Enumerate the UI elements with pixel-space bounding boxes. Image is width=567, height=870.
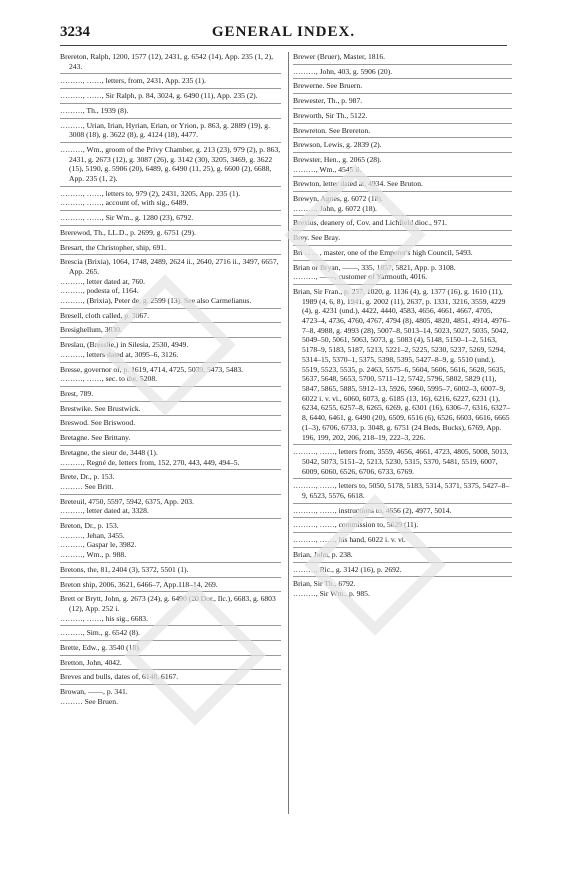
index-entry: ………, Sir Wm., p. 985. — [293, 588, 370, 598]
index-entry: Brewester, Th., p. 987. — [293, 93, 512, 106]
index-entry: ………, Ric., g. 3142 (16), p. 2692. — [293, 562, 512, 575]
index-entry: Brewerne. See Bruern. — [293, 78, 512, 91]
index-entry: ………, ……, his hand, 6022 i. v. vi. — [293, 532, 512, 545]
index-entry: ………, John, g. 6072 (18). — [293, 203, 377, 213]
index-entry: Brian or Bryan, ——, 335, 1857, 5821, App. p. 3108. — [293, 260, 512, 273]
index-entry: Breswod. See Briswood. — [60, 415, 281, 428]
index-entry: ………, Wm., groom of the Privy Chamber, g. 213 (23), 979 (2), p. 863, 2431, g. 2673 (12), g. 3087 (26), g. 3142 (30), 3205, 3469, g. 3622 (15), 5190, g. 5906 (20), 6489, g. 6490 (11, 25), g. 6600 (2), 6688, App. 235 (1, 2). — [60, 142, 281, 184]
index-entry: Brewreton. See Brereton. — [293, 123, 512, 136]
index-entry: Bresighellum, 3030. — [60, 322, 281, 335]
index-entry: ………, ——, customer of Yarmouth, 4016. — [293, 272, 428, 282]
index-entry: Bretagne. See Brittany. — [60, 430, 281, 443]
index-entry: ………, ……, letters, from, 2431, App. 235 (1). — [60, 73, 281, 86]
index-entry: Breves and bulls, dates of, 6148, 6167. — [60, 669, 281, 682]
index-entry: Brexius, deanery of, Cov. and Lichfield dioc., 971. — [293, 215, 512, 228]
index-entry: Bresart, the Christopher, ship, 691. — [60, 240, 281, 253]
index-entry: ………, Th., 1939 (8). — [60, 103, 281, 116]
index-entry: ………, letters dated at, 3095–6, 3126. — [60, 349, 179, 359]
index-entry: Bri . . . . , master, one of the Emperor's high Council, 5493. — [293, 245, 512, 258]
index-entry: ………, Gaspar le, 3982. — [60, 540, 137, 550]
index-entry: ………, (Brixia), Peter de, g. 2599 (13). See also Carmelianus. — [60, 296, 252, 306]
index-entry: ………, ……, Sir Ralph, p. 84, 3024, g. 6490 (11), App. 235 (2). — [60, 88, 281, 101]
index-entry: Brewster, Hen., g. 2065 (28). — [293, 152, 512, 165]
index-entry: ………, ……, sec. to the, 5208. — [60, 374, 158, 384]
index-entry: Bresell, cloth called, p. 3067. — [60, 308, 281, 321]
index-entry: ………, John, 403, g. 5906 (20). — [293, 64, 512, 77]
index-entry: ………, Sim., g. 6542 (8). — [60, 625, 281, 638]
column-divider — [288, 52, 289, 814]
index-entry: Brian, John, p. 238. — [293, 547, 512, 560]
index-entry: ………, ……, commission to, 5629 (11). — [293, 517, 512, 530]
page-title: GENERAL INDEX. — [211, 24, 356, 40]
page-header — [60, 24, 507, 44]
index-entry: Breton ship, 2006, 3621, 6466–7, App.118–14, 269. — [60, 577, 281, 590]
index-entry: ………, Wm., p. 988. — [60, 550, 127, 560]
index-entry: ………, ……, Sir Wm., g. 1280 (23), 6792. — [60, 210, 281, 223]
index-entry: Brett or Brytt, John, g. 2673 (24), g. 6490 (20 Dor., Ilc.), 6683, g. 6803 (12), App. 252 i. — [60, 591, 281, 613]
index-entry: Bretagne, the sieur de, 3448 (1). — [60, 445, 281, 458]
page-number: 3234 — [60, 24, 90, 40]
index-entry: ………, Urian, Irian, Hyrian, Erian, or Yrion, p. 863, g. 2889 (19), g. 3008 (18), g. 3622 (8), g. 4124 (18), 4477. — [60, 118, 281, 140]
index-entry: Brian, Sir Th., 6792. — [293, 576, 512, 589]
index-entry: ………, ……, instructions to, 4656 (2), 4977, 5014. — [293, 503, 512, 516]
index-entry: Bretons, the, 81, 2404 (3), 5372, 5501 (1). — [60, 562, 281, 575]
index-entry: ………, Regné de, letters from, 152, 270, 443, 449, 494–5. — [60, 457, 240, 467]
index-entry: Brette, Edw., g. 3540 (18). — [60, 640, 281, 653]
index-entry: ………, Jehan, 3455. — [60, 530, 125, 540]
index-entry: Brey. See Bray. — [293, 230, 512, 243]
index-entry: Brescia (Brixia), 1064, 1748, 2489, 2624 ii., 2640, 2716 ii., 3497, 6657, App. 265. — [60, 254, 281, 276]
index-entry: ………, ……, letters to, 979 (2), 2431, 3205, App. 235 (1). — [60, 186, 281, 199]
index-entry: ……… See Britt. — [60, 481, 114, 491]
index-entry: Brest, 789. — [60, 386, 281, 399]
index-entry: ………, letter dated at, 3328. — [60, 506, 149, 516]
index-entry: ………, ……, account of, with sig., 6489. — [60, 198, 189, 208]
header-rule — [60, 45, 507, 46]
index-entry: Breton, Dr., p. 153. — [60, 518, 281, 531]
index-entry: ………, ……, his sig., 6683. — [60, 613, 148, 623]
index-entry: Browan, ——, p. 341. — [60, 684, 281, 697]
index-entry: Breteuil, 4750, 5597, 5942, 6375, App. 203. — [60, 494, 281, 507]
index-entry: ………, podesta of, 1164. — [60, 286, 139, 296]
index-entry: Brerewod, Th., LL.D., p. 2699, g. 6751 (29). — [60, 225, 281, 238]
index-entry: Brewer (Bruer), Master, 1816. — [293, 52, 386, 61]
index-entry: Brewton, letter dated at, 4934. See Bruton. — [293, 176, 512, 189]
index-entry: ………, ……, letters from, 3559, 4656, 4661, 4723, 4805, 5008, 5013, 5042, 5073, 5151–2, 5213, 5230, 5315, 5370, 5481, 5519, 6007, 6009, 6060, 6526, 6706, 6733, 6769. — [293, 444, 512, 476]
index-entry: ……… See Bruen. — [60, 696, 118, 706]
index-entry: ………, ……, letters to, 5050, 5178, 5183, 5314, 5371, 5375, 5427–8–9, 6523, 5576, 6618. — [293, 478, 512, 500]
index-entry: ………, Wm., 4545 ii. — [293, 164, 362, 174]
index-entry: Brewyn, Agnes, g. 6072 (18). — [293, 191, 512, 204]
index-entry: ………, letter dated at, 760. — [60, 276, 145, 286]
index-entry: Breslau, (Bresslle,) in Silesia, 2530, 4949. — [60, 337, 281, 350]
index-entry: Bretton, John, 4042. — [60, 655, 281, 668]
index-entry: Brewson, Lewis, g. 2839 (2). — [293, 137, 512, 150]
index-entry: Brete, Dr., p. 153. — [60, 469, 281, 482]
index-entry: Brereton, Ralph, 1200, 1577 (12), 2431, g. 6542 (14), App. 235 (1, 2), 243. — [60, 52, 274, 71]
left-column — [60, 52, 281, 707]
right-column — [293, 52, 512, 599]
index-entry: Bresse, governor of, p. 1619, 4714, 4725, 5039, 5473, 5483. — [60, 362, 281, 375]
index-entry: Brestwike. See Brustwick. — [60, 401, 281, 414]
index-entry: Breworth, Sir Th., 5122. — [293, 108, 512, 121]
index-entry: Brian, Sir Fran., p. 237, 1020, g. 1136 (4), g. 1377 (16), g. 1610 (11), 1989 (4, 6, 8), 1941, g. 2002 (11), 2637, p. 1331, 3216, 3559, 4229 (4), g. 4231 (und.), 4422, 4440, 4583, 4656, 4661, 4667, 4705, 4723–4, 4736, 4760, 4767, 4794 (8), 4805, 4820, 4851, 4914, 4976–7–8, 4988, g. 4993 (28), 5007–8, 5013–14, 5023, 5027, 5035, 5042, 5049–50, 5061, 5063, 5073, g. 5083 (4), 5148, 5150–1–2, 5163, 5178–9, 5183, 5187, 5213, 5221–2, 5225, 5230, 5237, 5269, 5294, 5314–15, 5370–1, 5375, 5398, 5395, 5427–8–9, g. 5510 (und.), 5519, 5523, 5535, p. 2463, 5575–6, 5604, 5606, 5616, 5628, 5635, 5637, 5648, 5653, 5700, 5711–12, 5742, 5796, 5802, 5829 (11), 5847, 5865, 5885, 5912–13, 5926, 5960, 5995–7, 6002–3, 6007–9, 6022 i. v. vi., 6060, 6073, g. 6185 (13, 16), 6216, 6227, 6231 (1), 6234, 6255, 6257–8, 6265, 6269, g. 6301 (16), 6306–7, 6316, 6327–8, 6440, 6461, g. 6490 (20), 6509, 6516 (6), 6526, 6603, 6616, 6665 (1–3), 6706, 6733, p. 3048, g. 6751 (24 Beds, Bucks), 6769, App. 196, 199, 202, 206, 218–19, 222–3, 226. — [293, 284, 512, 442]
